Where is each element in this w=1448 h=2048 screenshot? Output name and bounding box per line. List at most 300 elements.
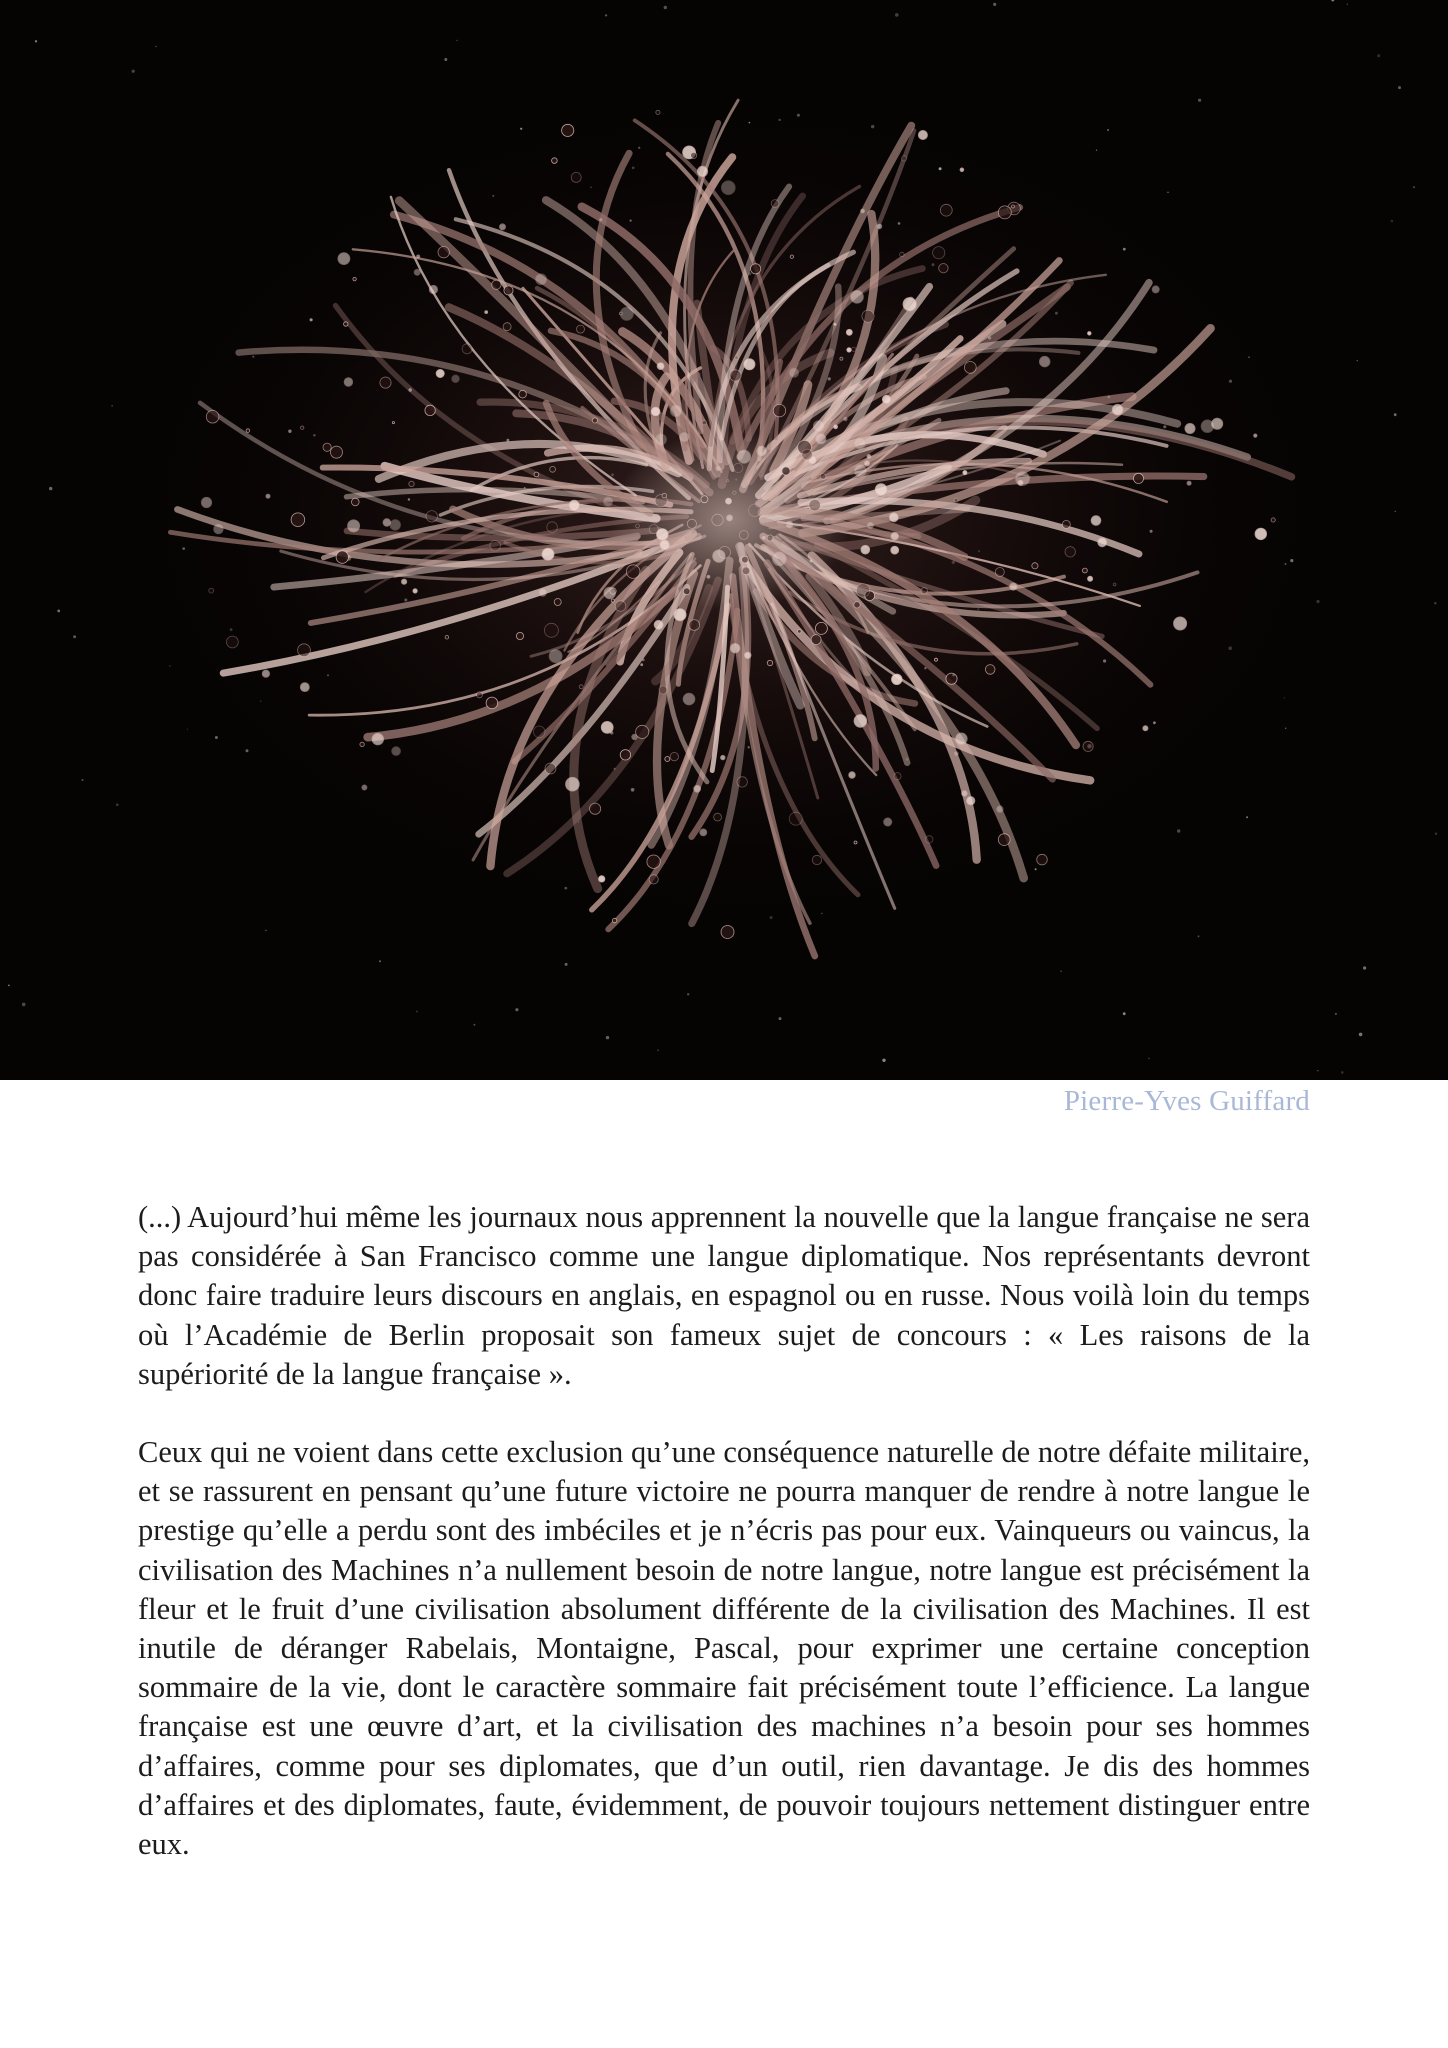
artwork-speck	[631, 788, 634, 791]
artwork-star	[507, 439, 510, 442]
artwork-star	[924, 667, 926, 669]
artwork-speck	[940, 204, 952, 216]
artwork-speck	[921, 588, 927, 594]
artwork-speck	[1229, 380, 1231, 382]
artwork-speck	[852, 347, 856, 351]
artwork-star	[590, 187, 592, 189]
artwork-speck	[336, 551, 348, 563]
artwork-star	[8, 985, 10, 987]
artwork-speck	[935, 658, 938, 661]
artwork-speck	[998, 206, 1011, 219]
artwork-speck	[655, 434, 666, 445]
artwork-star	[1413, 186, 1415, 188]
artwork-speck	[477, 692, 483, 698]
artwork-speck	[963, 471, 967, 475]
artwork-star	[1335, 1013, 1337, 1015]
artwork-speck	[1271, 518, 1275, 522]
artwork-speck	[939, 264, 948, 273]
artwork-star	[821, 913, 823, 915]
artwork-speck	[721, 755, 726, 760]
artwork-star	[614, 768, 616, 770]
paragraph-1: (...) Aujourd’hui même les journaux nous apprennent la nouvelle que la langue française ne sera pas considérée à San Francisco comme une langue diplomatique. Nos représentants devront donc faire traduire leurs discours en anglais, en espagnol ou en russe. Nous voilà loin du temps où l’Académie de Berlin proposait son fameux sujet de concours : « Les raisons de la supériorité de la langue française ».	[138, 1200, 1310, 1391]
artwork-star	[182, 547, 185, 550]
artwork-speck	[954, 498, 958, 502]
artwork-star	[664, 6, 667, 9]
artwork-speck	[854, 438, 865, 449]
artwork-star	[22, 1003, 26, 1007]
artwork-star	[1284, 697, 1285, 698]
artwork-speck	[700, 829, 707, 836]
artwork-star	[1163, 425, 1166, 428]
artwork-speck	[426, 511, 437, 522]
artwork-star	[1347, 4, 1348, 5]
artwork-speck	[864, 461, 869, 466]
artwork-speck	[926, 836, 933, 843]
artwork-speck	[1185, 423, 1195, 433]
artwork-star	[1285, 728, 1287, 730]
artwork-star	[1123, 248, 1126, 251]
artwork-star	[404, 599, 407, 602]
artwork-star	[444, 58, 447, 61]
artwork-speck	[811, 635, 821, 645]
artwork-speck	[894, 773, 901, 780]
artwork-speck	[861, 545, 870, 554]
artwork-star	[906, 758, 909, 761]
artwork-speck	[946, 673, 957, 684]
artwork-star	[977, 608, 979, 610]
artwork-star	[288, 430, 291, 433]
artwork-speck	[683, 693, 695, 705]
artwork-star	[49, 487, 52, 490]
artwork-star	[988, 336, 991, 339]
artwork-speck	[206, 410, 219, 423]
artwork-speck	[854, 715, 867, 728]
artwork-speck	[536, 274, 547, 285]
artwork-speck	[533, 726, 545, 738]
artwork-speck	[1133, 473, 1143, 483]
artwork-star	[155, 46, 157, 48]
artwork-star	[246, 749, 249, 752]
artwork-star	[132, 70, 135, 73]
artwork-speck	[310, 319, 312, 321]
artwork-speck	[892, 674, 903, 685]
artwork-star	[1107, 129, 1109, 131]
artwork-star	[1150, 530, 1153, 533]
artwork-star	[1228, 646, 1232, 650]
artwork-star	[1434, 602, 1436, 604]
artwork-star	[606, 1036, 609, 1039]
artwork-speck	[1088, 576, 1093, 581]
artwork-star	[1096, 150, 1097, 151]
artwork-speck	[592, 418, 597, 423]
artwork-star	[748, 746, 750, 748]
artwork-speck	[612, 918, 616, 922]
artwork-star	[408, 498, 410, 500]
artwork-speck	[392, 747, 401, 756]
artwork-speck	[338, 253, 350, 265]
artwork-speck	[1083, 568, 1088, 573]
artwork-star	[456, 40, 457, 41]
article-body	[138, 1198, 1310, 1903]
artwork-speck	[689, 620, 700, 631]
artwork-speck	[1037, 854, 1048, 865]
artwork-star	[882, 1059, 885, 1062]
artwork-speck	[1012, 205, 1015, 208]
artwork-speck	[429, 285, 437, 293]
artwork-speck	[542, 548, 554, 560]
artwork-star	[1198, 99, 1201, 102]
artwork-speck	[960, 168, 964, 172]
artwork-star	[1363, 966, 1366, 969]
artwork-star	[640, 663, 643, 666]
artwork-star	[1359, 1033, 1363, 1037]
artwork-speck	[300, 683, 309, 692]
artwork-speck	[702, 420, 707, 425]
artwork-speck	[834, 425, 838, 429]
artwork-speck	[392, 422, 394, 424]
artwork-speck	[552, 158, 558, 164]
artwork-star	[1107, 396, 1110, 399]
artwork-speck	[697, 166, 707, 176]
artwork-star	[1435, 832, 1438, 835]
artwork-speck	[670, 405, 681, 416]
artwork-speck	[462, 344, 472, 354]
artwork-speck	[813, 421, 824, 432]
artwork-speck	[656, 110, 660, 114]
artwork-speck	[1018, 480, 1023, 485]
artwork-speck	[425, 405, 435, 415]
artwork-star	[492, 195, 494, 197]
artwork-speck	[499, 224, 505, 230]
artwork-star	[1357, 360, 1358, 361]
artwork-speck	[344, 378, 353, 387]
artwork-star	[898, 222, 901, 225]
artwork-speck	[956, 733, 968, 745]
artwork-speck	[1187, 481, 1191, 485]
artwork-speck	[348, 520, 360, 532]
artwork-speck	[417, 255, 420, 258]
artwork-speck	[569, 500, 579, 510]
artwork-speck	[1091, 516, 1101, 526]
artwork-star	[187, 729, 188, 730]
artwork-star	[687, 993, 689, 995]
artwork-star	[327, 675, 329, 677]
artwork-speck	[1083, 741, 1093, 751]
artwork-speck	[554, 599, 561, 606]
artwork-speck	[862, 310, 874, 322]
artwork-star	[610, 731, 613, 734]
artwork-star	[169, 665, 171, 667]
artwork-speck	[550, 466, 556, 472]
artwork-speck	[344, 322, 348, 326]
artwork-star	[564, 887, 567, 890]
artwork-speck	[1065, 547, 1075, 557]
artwork-speck	[571, 172, 581, 182]
artwork-speck	[854, 841, 857, 844]
artwork-speck	[201, 497, 211, 507]
artwork-speck	[867, 454, 871, 458]
artwork-speck	[901, 156, 906, 161]
artwork-speck	[771, 200, 779, 208]
artwork-star	[1316, 600, 1319, 603]
artwork-speck	[331, 446, 343, 458]
artwork-speck	[619, 312, 622, 315]
artwork-speck	[846, 329, 852, 335]
artwork-star	[828, 377, 831, 380]
artwork-star	[952, 561, 955, 564]
artwork-star	[416, 1011, 418, 1013]
artwork-speck	[485, 311, 488, 314]
artwork-speck	[964, 362, 976, 374]
artwork-star	[1060, 971, 1061, 972]
artwork-speck	[352, 498, 360, 506]
artwork-star	[578, 821, 579, 822]
artwork-speck	[503, 323, 511, 331]
artwork-speck	[246, 429, 250, 433]
artwork-speck	[737, 777, 747, 787]
artwork-speck	[918, 130, 927, 139]
artwork-star	[1395, 511, 1396, 512]
artwork-speck	[599, 876, 605, 882]
artwork-speck	[534, 472, 539, 477]
artwork-speck	[790, 255, 793, 258]
artwork-speck	[891, 532, 899, 540]
artwork-speck	[816, 434, 826, 444]
artwork-speck	[262, 670, 269, 677]
artwork-speck	[1143, 726, 1148, 731]
artwork-star	[565, 963, 568, 966]
artwork-star	[1398, 86, 1401, 89]
artwork-speck	[1255, 528, 1267, 540]
artwork-star	[81, 779, 83, 781]
artwork-star	[313, 434, 315, 436]
artwork-speck	[490, 540, 501, 551]
artwork-star	[215, 736, 218, 739]
artwork-speck	[651, 407, 660, 416]
artwork-speck	[849, 772, 856, 779]
photo-credit: Pierre-Yves Guiffard	[1063, 1085, 1310, 1117]
artwork-speck	[620, 750, 630, 760]
artwork-speck	[657, 363, 664, 370]
artwork-star	[1377, 54, 1380, 57]
artwork-speck	[544, 623, 558, 637]
artwork-speck	[654, 620, 663, 629]
artwork-speck	[889, 513, 898, 522]
artwork-speck	[834, 323, 836, 325]
artwork-speck	[903, 298, 916, 311]
artwork-speck	[414, 269, 420, 275]
artwork-star	[669, 333, 672, 336]
artwork-speck	[539, 589, 546, 596]
artwork-star	[520, 128, 522, 130]
artwork-speck	[840, 357, 843, 360]
artwork-speck	[995, 568, 1004, 577]
artwork-star	[749, 122, 751, 124]
artwork-speck	[323, 443, 331, 451]
artwork-star	[409, 388, 412, 391]
artwork-speck	[735, 356, 738, 359]
artwork-star	[895, 13, 899, 17]
artwork-star	[252, 356, 254, 358]
artwork-star	[630, 220, 632, 222]
artwork-speck	[438, 247, 449, 258]
artwork-speck	[861, 209, 865, 213]
artwork-speck	[773, 404, 785, 416]
artwork-star	[1317, 1070, 1318, 1071]
artwork-star	[779, 1017, 782, 1020]
artwork-speck	[1010, 583, 1017, 590]
artwork-speck	[997, 806, 1004, 813]
artwork-star	[1290, 559, 1293, 562]
artwork-star	[1341, 1071, 1344, 1074]
artwork-speck	[882, 395, 890, 403]
artwork-speck	[854, 602, 860, 608]
artwork-speck	[1201, 420, 1214, 433]
artwork-speck	[577, 325, 585, 333]
artwork-speck	[751, 264, 761, 274]
artwork-speck	[789, 812, 802, 825]
artwork-speck	[516, 632, 523, 639]
artwork-star	[1394, 413, 1397, 416]
artwork-speck	[867, 522, 873, 528]
artwork-speck	[1088, 332, 1092, 336]
artwork-speck	[566, 777, 580, 791]
artwork-speck	[209, 588, 214, 593]
artwork-star	[111, 405, 112, 406]
artwork-speck	[1098, 538, 1107, 547]
artwork-speck	[851, 290, 864, 303]
artwork-star	[1153, 721, 1156, 724]
artwork-speck	[1039, 356, 1050, 367]
artwork-speck	[985, 665, 995, 675]
artwork-speck	[649, 875, 658, 884]
artwork-star	[265, 930, 266, 931]
artwork-speck	[291, 513, 305, 527]
artwork-speck	[549, 650, 562, 663]
artwork-star	[830, 419, 832, 421]
artwork-speck	[604, 587, 616, 599]
artwork-star	[1148, 1058, 1149, 1059]
artwork-speck	[884, 818, 892, 826]
artwork-speck	[665, 757, 670, 762]
artwork-speck	[939, 168, 941, 170]
artwork-star	[57, 610, 60, 613]
artwork-speck	[815, 622, 827, 634]
artwork-speck	[486, 697, 498, 709]
artwork-star	[1248, 356, 1250, 358]
artwork-speck	[1032, 563, 1038, 569]
artwork-star	[379, 960, 381, 962]
artwork-speck	[875, 484, 887, 496]
artwork-speck	[266, 494, 270, 498]
artwork-speck	[730, 370, 741, 381]
artwork-star	[952, 674, 955, 677]
artwork-star	[1391, 220, 1394, 223]
artwork-speck	[1112, 404, 1123, 415]
artwork-speck	[744, 359, 755, 370]
artwork-speck	[604, 497, 613, 506]
artwork-speck	[1254, 434, 1257, 437]
artwork-star	[748, 272, 751, 275]
artwork-star	[778, 119, 780, 121]
artwork-speck	[730, 643, 740, 653]
artwork-star	[116, 803, 119, 806]
artwork-star	[657, 1049, 659, 1051]
artwork-star	[1123, 1012, 1126, 1015]
artwork-speck	[1113, 583, 1116, 586]
paragraph-2: Ceux qui ne voient dans cette exclusion qu’une conséquence naturelle de notre défaite militaire, et se rassurent en pensant qu’une future victoire ne pourra manquer de rendre à notre langue le prestige qu’elle a perdu sont des imbéciles et je n’écris pas pour eux. Vainqueurs ou vaincus, la civilisation des Machines n’a nullement besoin de notre langue, notre langue est précisément la fleur et le fruit d’une civilisation absolument différente de la civilisation des Machines. Il est inutile de déranger Rabelais, Montaigne, Pascal, pour exprimer une certaine conception sommaire de la vie, dont le caractère sommaire fait précisément toute l’efficience. La langue française est une œuvre d’art, et la civilisation des machines n’a besoin pour ses hommes d’affaires, comme pour ses diplomates, que d’un outil, rien davantage. Je dis des hommes d’affaires et des diplomates, faute, évidemment, de pouvoir toujours nettement distinguer entre eux.	[138, 1435, 1310, 1862]
artwork-speck	[691, 152, 697, 158]
artwork-speck	[590, 803, 601, 814]
artwork-speck	[390, 520, 401, 531]
artwork-speck	[891, 546, 899, 554]
artwork-speck	[353, 277, 356, 280]
artwork-star	[1285, 563, 1287, 565]
artwork-speck	[611, 599, 614, 602]
artwork-star	[1246, 816, 1248, 818]
artwork-speck	[383, 519, 391, 527]
artwork-speck	[600, 218, 603, 221]
artwork-star	[770, 916, 773, 919]
artwork-speck	[452, 375, 460, 383]
artwork-speck	[744, 652, 751, 659]
artwork-speck	[579, 685, 583, 689]
artwork-star	[871, 125, 874, 128]
artwork-speck	[1174, 617, 1187, 630]
artwork-speck	[844, 417, 848, 421]
artwork-speck	[301, 426, 304, 429]
artwork-speck	[401, 579, 406, 584]
artwork-speck	[954, 752, 958, 756]
artwork-speck	[492, 280, 501, 289]
artwork-speck	[1062, 520, 1070, 528]
artwork-star	[1177, 829, 1180, 832]
artwork-star	[73, 635, 76, 638]
artwork-star	[1198, 935, 1200, 937]
artwork-star	[440, 372, 443, 375]
artwork-star	[35, 40, 37, 42]
artwork-speck	[298, 644, 311, 657]
artwork-speck	[1055, 312, 1057, 314]
artwork-speck	[647, 855, 660, 868]
artwork-speck	[636, 725, 649, 738]
artwork-speck	[227, 636, 239, 648]
artwork-star	[473, 1024, 475, 1026]
artwork-speck	[847, 348, 851, 352]
artwork-speck	[812, 855, 821, 864]
artwork-star	[1103, 659, 1106, 662]
artwork-star	[638, 147, 640, 149]
artwork-speck	[798, 630, 802, 634]
artwork-star	[978, 550, 980, 552]
artwork-speck	[694, 785, 701, 792]
artwork-star	[260, 701, 261, 702]
artwork-star	[524, 487, 526, 489]
artwork-speck	[659, 686, 667, 694]
artwork-speck	[360, 742, 364, 746]
artwork-speck	[372, 733, 384, 745]
artwork-speck	[967, 797, 975, 805]
artwork-star	[993, 3, 996, 6]
artwork-speck	[214, 524, 224, 534]
artwork-speck	[1152, 286, 1159, 293]
artwork-speck	[413, 589, 417, 593]
artwork-speck	[670, 752, 678, 760]
artwork-star	[611, 473, 614, 476]
artwork-speck	[767, 660, 772, 665]
artwork-speck	[962, 791, 968, 797]
artwork-star	[515, 1008, 518, 1011]
